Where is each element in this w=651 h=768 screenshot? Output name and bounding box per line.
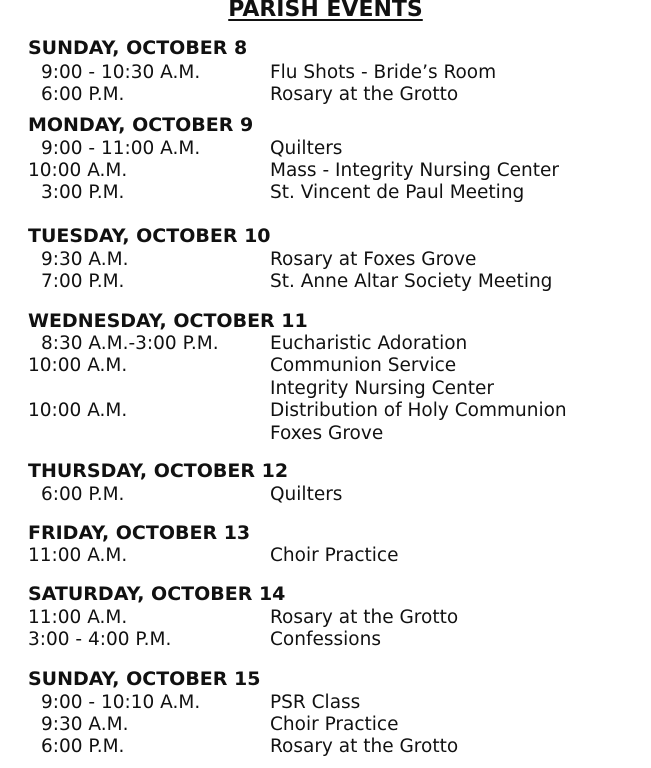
event-description: PSR Class <box>270 692 361 713</box>
event-description: Choir Practice <box>270 545 399 566</box>
event-time: 7:00 P.M. <box>41 271 125 292</box>
event-row <box>28 62 628 84</box>
event-description: Distribution of Holy Communion <box>270 400 567 421</box>
event-description: Choir Practice <box>270 714 399 735</box>
event-row <box>28 138 628 160</box>
event-time: 11:00 A.M. <box>28 545 128 566</box>
event-description: Confessions <box>270 629 381 650</box>
event-time: 10:00 A.M. <box>28 355 128 376</box>
event-row <box>28 400 628 422</box>
event-row <box>28 629 628 651</box>
event-row <box>28 545 628 567</box>
event-row <box>28 484 628 506</box>
event-time: 9:30 A.M. <box>41 249 129 270</box>
event-row <box>28 271 628 293</box>
event-description: Flu Shots - Bride’s Room <box>270 62 497 83</box>
day-heading: TUESDAY, OCTOBER 10 <box>28 225 271 247</box>
day-heading: SUNDAY, OCTOBER 15 <box>28 668 261 690</box>
event-description: Rosary at the Grotto <box>270 607 459 628</box>
event-description: Communion Service <box>270 355 457 376</box>
event-time: 6:00 P.M. <box>41 484 125 505</box>
event-time: 6:00 P.M. <box>41 736 125 757</box>
event-description: Mass - Integrity Nursing Center <box>270 160 559 181</box>
event-description: St. Vincent de Paul Meeting <box>270 182 525 203</box>
event-row <box>28 182 628 204</box>
day-heading: THURSDAY, OCTOBER 12 <box>28 460 289 482</box>
event-row <box>28 160 628 182</box>
event-description: Quilters <box>270 484 343 505</box>
event-time: 10:00 A.M. <box>28 160 128 181</box>
page-title-text: PARISH EVENTS <box>228 0 423 22</box>
event-row <box>28 714 628 736</box>
event-time: 6:00 P.M. <box>41 84 125 105</box>
event-time: 3:00 P.M. <box>41 182 125 203</box>
event-time: 3:00 - 4:00 P.M. <box>28 629 172 650</box>
event-row <box>28 333 628 355</box>
event-description: Rosary at the Grotto <box>270 84 459 105</box>
event-time: 9:00 - 10:30 A.M. <box>41 62 201 83</box>
event-description: Eucharistic Adoration <box>270 333 468 354</box>
event-description: Rosary at the Grotto <box>270 736 459 757</box>
page-title <box>0 0 651 22</box>
event-description: Foxes Grove <box>270 423 384 444</box>
event-description: Quilters <box>270 138 343 159</box>
event-description: Rosary at Foxes Grove <box>270 249 477 270</box>
event-row <box>28 692 628 714</box>
event-description: Integrity Nursing Center <box>270 378 494 399</box>
day-heading: SATURDAY, OCTOBER 14 <box>28 583 286 605</box>
event-row <box>28 249 628 271</box>
event-time: 9:00 - 10:10 A.M. <box>41 692 201 713</box>
event-row <box>28 378 628 400</box>
day-heading: SUNDAY, OCTOBER 8 <box>28 37 248 59</box>
event-time: 11:00 A.M. <box>28 607 128 628</box>
event-description: St. Anne Altar Society Meeting <box>270 271 553 292</box>
event-time: 9:30 A.M. <box>41 714 129 735</box>
event-row <box>28 736 628 758</box>
event-time: 9:00 - 11:00 A.M. <box>41 138 201 159</box>
event-row <box>28 355 628 377</box>
day-heading: FRIDAY, OCTOBER 13 <box>28 522 251 544</box>
day-heading: WEDNESDAY, OCTOBER 11 <box>28 310 308 332</box>
event-row <box>28 423 628 445</box>
event-row <box>28 84 628 106</box>
event-time: 10:00 A.M. <box>28 400 128 421</box>
event-time: 8:30 A.M.-3:00 P.M. <box>41 333 219 354</box>
event-row <box>28 607 628 629</box>
day-heading: MONDAY, OCTOBER 9 <box>28 114 254 136</box>
